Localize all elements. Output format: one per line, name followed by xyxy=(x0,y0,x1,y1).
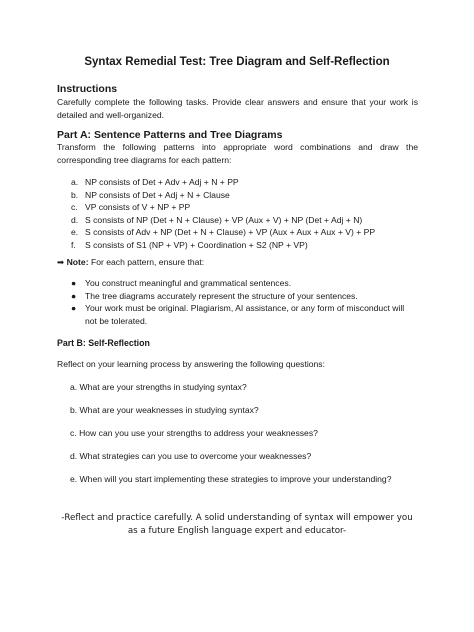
pattern-marker: e. xyxy=(71,227,79,238)
pattern-marker: f. xyxy=(71,240,76,250)
bullet-icon: ● xyxy=(71,290,77,301)
arrow-right-icon: ➡ xyxy=(57,257,65,267)
note-text: For each pattern, ensure that: xyxy=(90,257,205,267)
bullet-item xyxy=(57,290,418,303)
pattern-marker: d. xyxy=(71,214,79,225)
reflection-question: b. What are your weaknesses in studying syntax? xyxy=(70,405,259,415)
pattern-text: S consists of Adv + NP (Det + N + Clause) + VP (Aux + Aux + Aux + V) + PP xyxy=(85,227,376,238)
bullet-text: The tree diagrams accurately represent the structure of your sentences. xyxy=(85,290,358,301)
pattern-item xyxy=(57,239,308,252)
pattern-text: NP consists of Det + Adj + N + Clause xyxy=(85,189,230,200)
instructions-heading: Instructions xyxy=(57,83,118,95)
pattern-text: NP consists of Det + Adv + Adj + N + PP xyxy=(85,177,239,187)
pattern-text: S consists of NP (Det + N + Clause) + VP (Aux + V) + NP (Det + Adj + N) xyxy=(85,214,363,225)
pattern-marker: c. xyxy=(71,202,78,213)
note-label: Note: xyxy=(66,257,89,267)
reflection-question: a. What are your strengths in studying syntax? xyxy=(70,382,247,392)
bullet-item xyxy=(57,277,418,290)
page-title: Syntax Remedial Test: Tree Diagram and Self-Reflection xyxy=(84,56,390,68)
bullet-icon: ● xyxy=(71,278,77,288)
closing-line: as a future English language expert and educator- xyxy=(127,526,347,536)
pattern-marker: b. xyxy=(71,189,79,200)
pattern-item xyxy=(57,214,362,227)
part-b-heading: Part B: Self-Reflection xyxy=(57,338,150,348)
instructions-text: Carefully complete the following tasks. Provide clear answers and ensure that your work is detailed and well-organized. xyxy=(57,97,418,120)
bullet-text: You construct meaningful and grammatical sentences. xyxy=(85,278,292,288)
pattern-item xyxy=(57,226,375,239)
part-b-text: Reflect on your learning process by answering the following questions: xyxy=(57,359,325,369)
reflection-question: d. What strategies can you use to overcome your weaknesses? xyxy=(70,451,312,461)
part-a-heading: Part A: Sentence Patterns and Tree Diagrams xyxy=(57,129,283,141)
reflection-question: e. When will you start implementing these strategies to improve your understanding? xyxy=(70,474,392,484)
pattern-item xyxy=(57,201,190,214)
note-line xyxy=(57,256,204,269)
bullet-text: Your work must be original. Plagiarism, AI assistance, or any form of misconduct will not be tolerated. xyxy=(85,303,405,326)
bullet-icon: ● xyxy=(71,303,77,314)
reflection-question: c. How can you use your strengths to address your weaknesses? xyxy=(70,428,318,438)
pattern-item xyxy=(57,176,239,189)
pattern-marker: a. xyxy=(71,177,79,187)
pattern-text: VP consists of V + NP + PP xyxy=(85,202,191,213)
bullet-item xyxy=(57,302,418,327)
closing-line: -Reflect and practice carefully. A solid understanding of syntax will empower you xyxy=(61,513,413,523)
part-a-text: Transform the following patterns into appropriate word combinations and draw the corresponding tree diagrams for each pattern: xyxy=(57,142,418,165)
pattern-item xyxy=(57,189,230,202)
pattern-text: S consists of S1 (NP + VP) + Coordination + S2 (NP + VP) xyxy=(85,240,308,250)
